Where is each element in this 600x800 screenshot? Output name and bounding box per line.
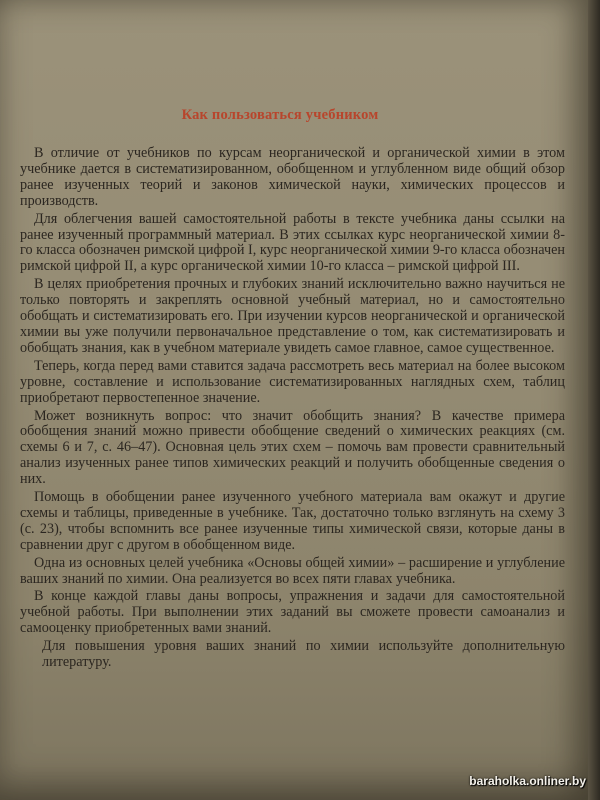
- paragraph-7: Одна из основных целей учебника «Основы общей химии» – расширение и углубление ваших знаний по химии. Она реализуется во всех пяти главах учебника.: [20, 554, 565, 587]
- paragraph-6: Помощь в обобщении ранее изученного учебного материала вам окажут и другие схемы и таблицы, приведенные в учебнике. Так, достаточно только взглянуть на схему 3 (с. 23), чтобы вспомнить все ранее изученные типы химической связи, которые даны в сравнении друг с другом в обобщенном виде.: [20, 489, 565, 553]
- paragraph-4: Теперь, когда перед вами ставится задача рассмотреть весь материал на более высоком уровне, составление и использование систематизированных наглядных схем, таблиц приобретают первостепенное значение.: [20, 357, 565, 406]
- page-title: Как пользоваться учебником: [181, 107, 379, 123]
- page-body: [20, 146, 565, 673]
- paragraph-8: В конце каждой главы даны вопросы, упражнения и задачи для самостоятельной учебной работы. При выполнении этих заданий вы сможете провести самоанализ и самооценку приобретенных вами знаний.: [20, 588, 565, 637]
- page-edge-shadow: [588, 0, 600, 800]
- paragraph-9: Для повышения уровня ваших знаний по химии используйте дополнительную литературу.: [42, 638, 565, 671]
- paragraph-5: Может возникнуть вопрос: что значит обобщить знания? В качестве примера обобщения знаний можно привести обобщение сведений о химических реакциях (см. схемы 6 и 7, с. 46–47). Основная цель этих схем – помочь вам провести сравнительный анализ изученных ранее типов химических реакций и получить обобщенные сведения о них.: [20, 407, 565, 488]
- paragraph-2: Для облегчения вашей самостоятельной работы в тексте учебника даны ссылки на ранее изученный программный материал. В этих ссылках курс неорганической химии 8-го класса обозначен римской цифрой I, курс неорганической химии 9-го класса обозначен римской цифрой II, а курс органической химии 10-го класса – римской цифрой III.: [20, 210, 565, 275]
- paragraph-1: В отличие от учебников по курсам неорганической и органической химии в этом учебнике дается в систематизированном, обобщенном и углубленном виде общий обзор ранее изученных теорий и законов химической науки, химических процессов и производств.: [20, 145, 565, 209]
- watermark: baraholka.onliner.by: [469, 774, 586, 788]
- paragraph-3: В целях приобретения прочных и глубоких знаний исключительно важно научиться не только повторять и закреплять основной учебный материал, но и самостоятельно обобщать и систематизировать его. При изучении курсов неорганической и органической химии вы уже получили первоначальное представление о том, как систематизировать и обобщать знания, как в учебном материале увидеть самое главное, самое существенное.: [20, 276, 565, 356]
